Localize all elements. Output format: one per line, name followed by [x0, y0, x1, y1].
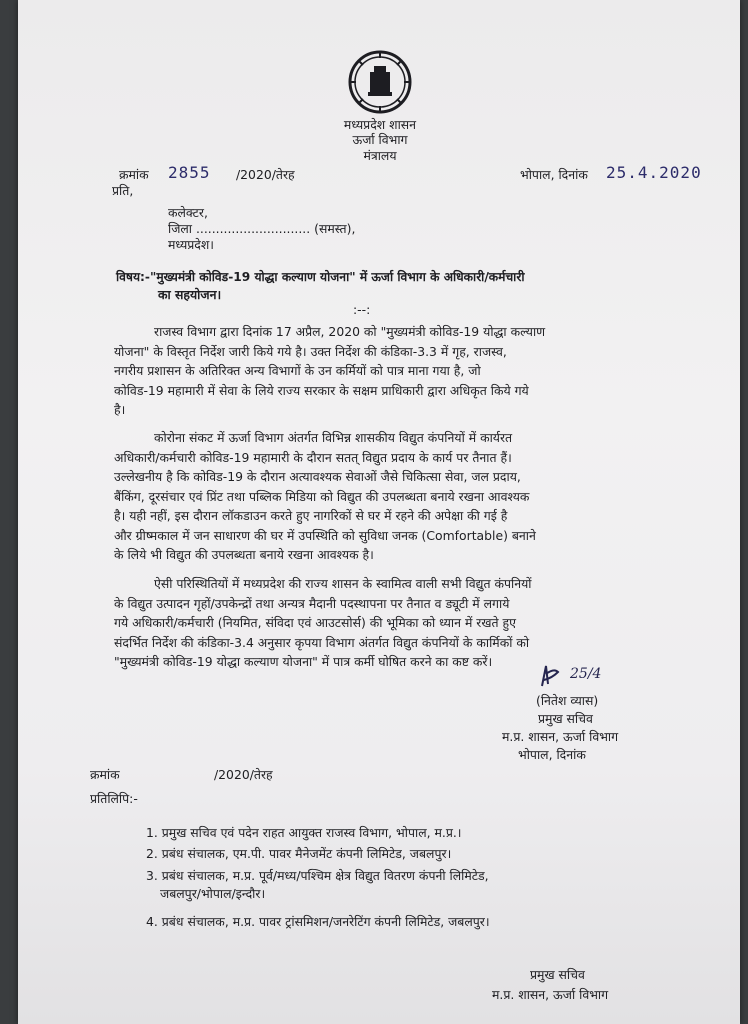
p2-line: अधिकारी/कर्मचारी कोविड-19 महामारी के दौरान सतत् विद्युत प्रदाय के कार्य पर तैनात हैं। — [114, 449, 512, 465]
p1-line: राजस्व विभाग द्वारा दिनांक 17 अप्रैल, 2020 को "मुख्यमंत्री कोविड-19 योद्धा कल्याण — [154, 324, 546, 339]
footer-title: प्रमुख सचिव — [530, 967, 585, 982]
p1-line: कोविड-19 महामारी में सेवा के लिये राज्य सरकार के सक्षम प्राधिकारी द्वारा अधिकृत किये गये — [114, 382, 529, 398]
body-paragraph-2 — [114, 428, 680, 565]
copy-item: 4. प्रबंध संचालक, म.प्र. पावर ट्रांसमिशन/जनरेटिंग कंपनी लिमिटेड, जबलपुर। — [146, 914, 490, 929]
p2-line: कोरोना संकट में ऊर्जा विभाग अंतर्गत विभिन्न शासकीय विद्युत कंपनियों में कार्यरत — [154, 430, 513, 445]
p3-line: संदर्भित निर्देश की कंडिका-3.4 अनुसार कृपया विभाग अंतर्गत विद्युत कंपनियों के कार्मिकों को — [114, 634, 530, 650]
recipient-line1: कलेक्टर, — [168, 205, 208, 220]
signature-date-initials: 25/4 — [570, 666, 602, 682]
kramank-label: क्रमांक — [119, 167, 149, 182]
letter-date: 25.4.2020 — [606, 163, 702, 182]
p1-line: है। — [114, 402, 126, 417]
p3-line: गये अधिकारी/कर्मचारी (नियमित, संविदा एवं आउटसोर्स) की भूमिका को ध्यान में रखते हुए — [114, 615, 516, 630]
copy-number-suffix: /2020/तेरह — [214, 767, 273, 782]
header-state: मध्यप्रदेश शासन — [343, 117, 417, 132]
copy-item: 1. प्रमुख सचिव एवं पदेन राहत आयुक्त राजस्व विभाग, भोपाल, म.प्र.। — [146, 825, 462, 840]
copy-item-continued: जबलपुर/भोपाल/इन्दौर। — [160, 886, 266, 901]
p2-line: और ग्रीष्मकाल में जन साधारण की घर में उपस्थिति को सुविधा जनक (Comfortable) बनाने — [114, 527, 536, 543]
signatory-department: म.प्र. शासन, ऊर्जा विभाग — [502, 729, 619, 744]
p1-line: नगरीय प्रशासन के अतिरिक्त अन्य विभागों के उन कर्मियों को पात्र माना गया है, जो — [114, 363, 481, 378]
handwritten-signature — [538, 662, 568, 694]
body-paragraph-3 — [114, 574, 680, 672]
mp-state-emblem-icon — [348, 50, 412, 114]
p2-line: उल्लेखनीय है कि कोविड-19 के दौरान अत्यावश्यक सेवाओं जैसे चिकित्सा सेवा, जल प्रदाय, — [114, 469, 521, 484]
header-ministry: मंत्रालय — [363, 148, 397, 163]
recipient-line2: जिला ............................. (समस्त), — [168, 221, 356, 236]
p2-line: बैंकिंग, दूरसंचार एवं प्रिंट तथा पब्लिक मिडिया को विद्युत की उपलब्धता बनाये रखना आवश्यक — [114, 488, 530, 504]
header-department: ऊर्जा विभाग — [352, 132, 408, 147]
copy-place-date: भोपाल, दिनांक — [518, 747, 586, 762]
copy-item: 2. प्रबंध संचालक, एम.पी. पावर मैनेजमेंट कंपनी लिमिटेड, जबलपुर। — [146, 846, 452, 861]
letter-number-suffix: /2020/तेरह — [236, 167, 295, 182]
p3-line: "मुख्यमंत्री कोविड-19 योद्धा कल्याण योजना" में पात्र कर्मी घोषित करने का कष्ट करें। — [114, 654, 493, 669]
p2-line: के लिये भी विद्युत की उपलब्धता बनाये रखना आवश्यक है। — [114, 547, 374, 562]
subject-separator: :--: — [353, 302, 371, 317]
signatory-name: (नितेश व्यास) — [536, 693, 599, 708]
letter-page — [18, 0, 740, 1024]
copy-item: 3. प्रबंध संचालक, म.प्र. पूर्व/मध्य/पश्चिम क्षेत्र विद्युत वितरण कंपनी लिमिटेड, — [146, 868, 489, 883]
body-paragraph-1 — [114, 322, 680, 420]
p2-line: है। यही नहीं, इस दौरान लॉकडाउन करते हुए नागरिकों से घर में रहने की अपेक्षा की गई है — [114, 508, 508, 523]
subject-line1: विषय:-"मुख्यमंत्री कोविड-19 योद्धा कल्याण योजना" में ऊर्जा विभाग के अधिकारी/कर्मचारी — [116, 270, 525, 284]
footer-department: म.प्र. शासन, ऊर्जा विभाग — [492, 987, 609, 1002]
copy-kramank-label: क्रमांक — [90, 767, 120, 782]
subject-line2: का सहयोजन। — [158, 287, 222, 302]
p3-line: के विद्युत उत्पादन गृहों/उपकेन्द्रों तथा अन्यत्र मैदानी पदस्थापना पर तैनात व ड्यूटी में लगाये — [114, 595, 510, 611]
recipient-line3: मध्यप्रदेश। — [168, 237, 215, 252]
signatory-title: प्रमुख सचिव — [538, 711, 593, 726]
letter-number: 2855 — [168, 163, 211, 182]
p1-line: योजना" के विस्तृत निर्देश जारी किये गये है। उक्त निर्देश की कंडिका-3.3 में गृह, राजस्व, — [114, 343, 507, 359]
pratilipi-label: प्रतिलिपि:- — [90, 791, 138, 806]
p3-line: ऐसी परिस्थितियों में मध्यप्रदेश की राज्य शासन के स्वामित्व वाली सभी विद्युत कंपनियों — [154, 576, 532, 591]
prati: प्रति, — [112, 183, 134, 198]
place-date-label: भोपाल, दिनांक — [520, 167, 588, 182]
